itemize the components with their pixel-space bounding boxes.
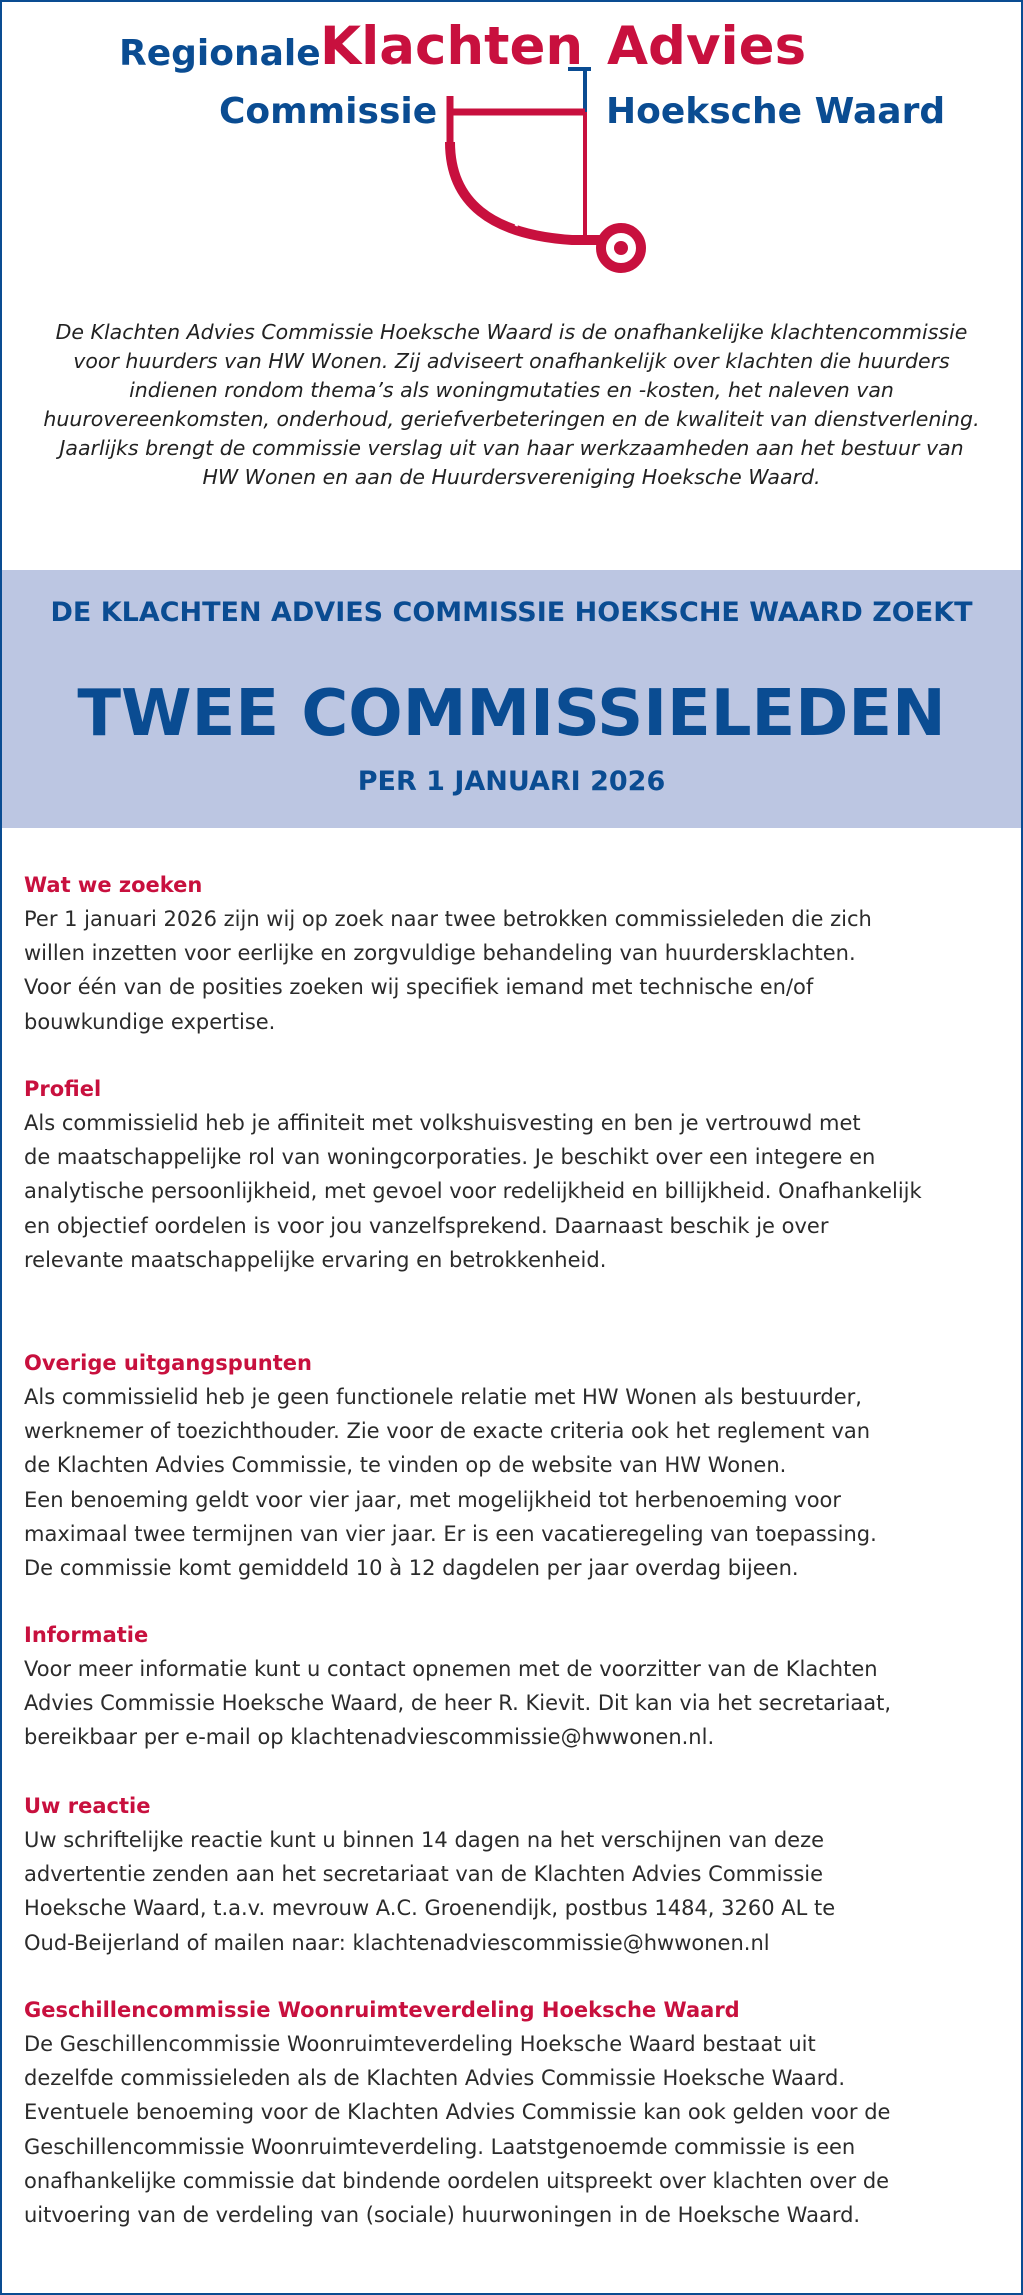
section-uw-reactie	[24, 1789, 999, 1960]
section-heading: Overige uitgangspunten	[24, 1351, 312, 1375]
section-overige-uitgangspunten	[24, 1346, 999, 1585]
section-body: Voor meer informatie kunt u contact opnemen met de voorzitter van de Klachten Advies Commissie Hoeksche Waard, de heer R. Kievit. Dit kan via het secretariaat, bereikbaar per e-mail op klachtenadviescommissie@hwwonen.nl.	[24, 1657, 892, 1750]
intro-text: De Klachten Advies Commissie Hoeksche Waard is de onafhankelijke klachtencommissie voor huurders van HW Wonen. Zij adviseert onafhankelijk over klachten die huurders indienen rondom thema’s als woningmutaties en -kosten, het naleven van huurovereenkomsten, onderhoud, geriefverbeteringen en de kwaliteit van dienstverlening. Jaarlijks brengt de commissie verslag uit van haar werkzaamheden aan het bestuur van HW Wonen en aan de Huurdersvereniging Hoeksche Waard.	[43, 320, 980, 489]
section-informatie	[24, 1618, 999, 1755]
logo-regionale: Regionale	[119, 33, 321, 74]
logo-klachten: Klachten	[320, 16, 584, 77]
section-heading: Uw reactie	[24, 1794, 151, 1818]
banner-title: TWEE COMMISSIELEDEN	[77, 677, 946, 751]
logo-advies: Advies	[607, 16, 807, 77]
section-wat-we-zoeken	[24, 868, 999, 1039]
section-geschillencommissie	[24, 1993, 999, 2232]
section-heading: Profiel	[24, 1077, 102, 1101]
section-heading: Geschillencommissie Woonruimteverdeling Hoeksche Waard	[24, 1998, 740, 2022]
section-body: Als commissielid heb je geen functionele relatie met HW Wonen als bestuurder, werknemer of toezichthouder. Zie voor de exacte criteria ook het reglement van de Klachten Advies Commissie, te vinden op de website van HW Wonen. Een benoeming geldt voor vier jaar, met mogelijkheid tot herbenoeming voor maximaal twee termijnen van vier jaar. Er is een vacatieregeling van toepassing. De commissie komt gemiddeld 10 à 12 dagdelen per jaar overdag bijeen.	[24, 1385, 877, 1581]
logo-commissie: Commissie	[219, 91, 438, 132]
section-body: Als commissielid heb je affiniteit met volkshuisvesting en ben je vertrouwd met de maatschappelijke rol van woningcorporaties. Je beschikt over een integere en analytische persoonlijkheid, met gevoel voor redelijkheid en billijkheid. Onafhankelijk en objectief oordelen is voor jou vanzelfsprekend. Daarnaast beschik je over relevante maatschappelijke ervaring en betrokkenheid.	[24, 1111, 922, 1272]
section-heading: Informatie	[24, 1623, 149, 1647]
section-profiel	[24, 1072, 999, 1277]
section-body: Per 1 januari 2026 zijn wij op zoek naar twee betrokken commissieleden die zich willen inzetten voor eerlijke en zorgvuldige behandeling van huurdersklachten. Voor één van de posities zoeken wij specifiek iemand met technische en/of bouwkundige expertise.	[24, 907, 872, 1034]
logo-hoeksche-waard: Hoeksche Waard	[606, 91, 946, 132]
banner-line1: DE KLACHTEN ADVIES COMMISSIE HOEKSCHE WAARD ZOEKT	[50, 597, 973, 628]
section-heading: Wat we zoeken	[24, 873, 203, 897]
banner-date: PER 1 JANUARI 2026	[357, 766, 666, 797]
banner	[2, 570, 1021, 828]
section-body: Uw schriftelijke reactie kunt u binnen 14 dagen na het verschijnen van deze advertentie zenden aan het secretariaat van de Klachten Advies Commissie Hoeksche Waard, t.a.v. mevrouw A.C. Groenendijk, postbus 1484, 3260 AL te Oud-Beijerland of mailen naar: klachtenadviescommissie@hwwonen.nl	[24, 1828, 836, 1955]
section-body: De Geschillencommissie Woonruimteverdeling Hoeksche Waard bestaat uit dezelfde commissieleden als de Klachten Advies Commissie Hoeksche Waard. Eventuele benoeming voor de Klachten Advies Commissie kan ook gelden voor de Geschillencommissie Woonruimteverdeling. Laatstgenoemde commissie is een onafhankelijke commissie dat bindende oordelen uitspreekt over klachten over de uitvoering van de verdeling van (sociale) huurwoningen in de Hoeksche Waard.	[24, 2032, 891, 2228]
logo	[2, 2, 1021, 292]
